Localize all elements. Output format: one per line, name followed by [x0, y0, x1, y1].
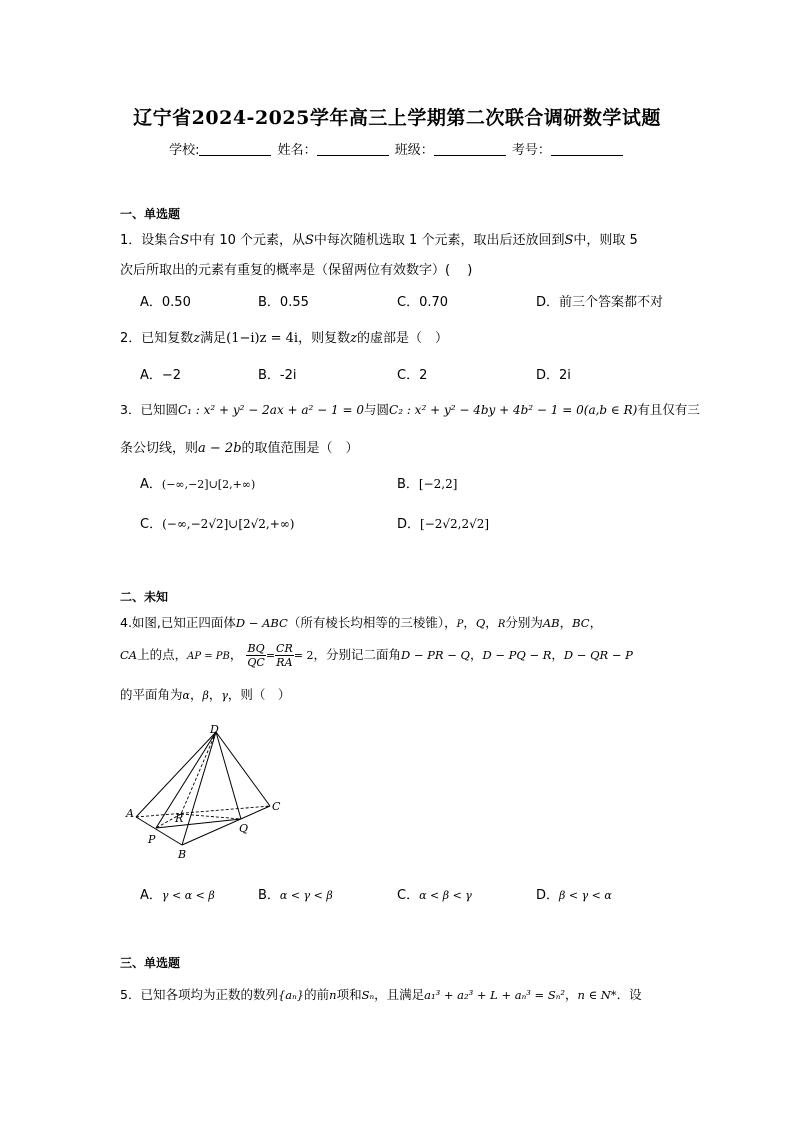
section-heading-3: 三、单选题 — [120, 956, 181, 970]
q3-option-b[interactable]: B．[−2,2] — [397, 477, 458, 492]
q3-option-a[interactable]: A．(−∞,−2]∪[2,+∞) — [140, 477, 256, 492]
q4-option-b[interactable]: B．α < γ < β — [258, 888, 333, 903]
fraction-bq-qc: $\frac{BQ}{QC}$ — [247, 642, 265, 669]
tetrahedron-figure — [120, 722, 290, 867]
edge-dq — [216, 732, 241, 819]
student-info-row — [0, 139, 794, 158]
school-label: 学校: — [169, 143, 200, 158]
edge-dr-hidden — [181, 732, 216, 814]
name-label: 姓名： — [277, 143, 317, 158]
question-2-line-1: 2．已知复数z满足(1−i)z = 4i，则复数z的虚部是（ ） — [120, 331, 448, 346]
question-1-line-2: 次后所取出的元素有重复的概率是（保留两位有效数字）( ) — [120, 263, 473, 278]
vertex-label-c: C — [272, 800, 281, 813]
class-blank[interactable] — [434, 143, 506, 156]
edge-db — [182, 732, 216, 845]
q1-option-c[interactable]: C．0.70 — [397, 295, 449, 310]
question-4-line-3: 的平面角为α，β，γ，则（ ） — [120, 687, 291, 702]
q4-option-a[interactable]: A．γ < α < β — [140, 888, 215, 903]
question-5-line-1: 5．已知各项均为正数的数列{aₙ}的前n项和Sₙ，且满足a₁³ + a₂³ + L + aₙ³ = Sₙ²，n ∈ N*．设 — [120, 987, 642, 1002]
q1-option-d[interactable]: D．前三个答案都不对 — [536, 295, 664, 310]
q3-option-d[interactable]: D．[−2√2,2√2] — [397, 517, 490, 532]
q4-option-d[interactable]: D．β < γ < α — [536, 888, 612, 903]
edge-dp — [156, 732, 216, 828]
exam-number-blank[interactable] — [551, 143, 623, 156]
section-heading-1: 一、单选题 — [120, 207, 181, 221]
q2-option-d[interactable]: D．2i — [536, 368, 571, 383]
question-1-line-1: 1．设集合S中有 10 个元素，从S中每次随机选取 1 个元素，取出后还放回到S中，则取 5 — [120, 233, 638, 248]
q2-option-b[interactable]: B．-2i — [258, 368, 297, 383]
point-label-q: Q — [239, 822, 249, 835]
question-3-line-2: 条公切线，则a − 2b的取值范围是（ ） — [120, 441, 359, 456]
q1-option-b[interactable]: B．0.55 — [258, 295, 309, 310]
q3-option-c[interactable]: C．(−∞,−2√2]∪[2√2,+∞) — [140, 517, 295, 532]
name-blank[interactable] — [317, 143, 389, 156]
class-label: 班级： — [394, 143, 434, 158]
vertex-label-d: D — [210, 723, 219, 736]
point-label-p: P — [148, 833, 156, 846]
point-label-r: R — [175, 812, 184, 825]
q2-option-c[interactable]: C．2 — [397, 368, 428, 383]
edge-pq — [156, 819, 241, 828]
fraction-cr-ra: $\frac{CR}{RA}$ — [276, 642, 293, 669]
exam-title: 辽宁省2024-2025学年高三上学期第二次联合调研数学试题 — [133, 107, 661, 129]
school-blank[interactable] — [199, 143, 271, 156]
q1-option-a[interactable]: A．0.50 — [140, 295, 191, 310]
edge-da — [136, 732, 216, 817]
exam-number-label: 考号： — [511, 143, 551, 158]
vertex-label-a: A — [126, 807, 134, 820]
q2-option-a[interactable]: A．−2 — [140, 368, 182, 383]
q4-option-c[interactable]: C．α < β < γ — [397, 888, 472, 903]
section-heading-2: 二、未知 — [120, 590, 169, 604]
vertex-label-b: B — [178, 848, 187, 861]
edge-bc — [182, 806, 270, 845]
question-3-line-1: 3．已知圆C₁ : x² + y² − 2ax + a² − 1 = 0与圆C₂ : x² + y² − 4by + 4b² − 1 = 0(a,b ∈ R)有且仅有三 — [120, 402, 700, 417]
question-4-line-1: 4.如图,已知正四面体D − ABC（所有棱长均相等的三棱锥），P，Q，R分别为AB，BC， — [120, 615, 603, 630]
question-4-line-2: CA上的点，AP = PB， $\frac{BQ}{QC}$ = $\frac{CR}{RA}$ = 2，分别记二面角D − PR − Q，D − PQ − R，D − QR − P — [120, 642, 633, 669]
edge-dc — [216, 732, 270, 806]
